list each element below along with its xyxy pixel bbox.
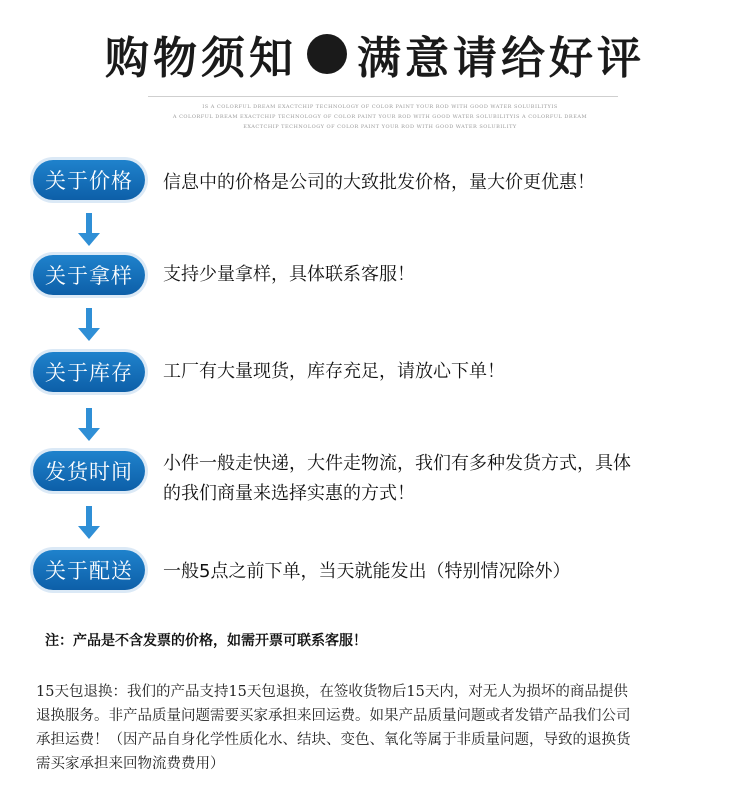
- badge-stock: 关于库存: [33, 352, 145, 392]
- desc-shipping-line-2: 的我们商量来选择实惠的方式！: [163, 483, 415, 504]
- desc-shipping-time: [163, 449, 723, 509]
- desc-price: 信息中的价格是公司的大致批发价格，量大价更优惠！: [163, 172, 595, 193]
- invoice-note: 注：产品是不含发票的价格，如需开票可联系客服！: [45, 633, 367, 649]
- desc-delivery: 一般5点之前下单，当天就能发出（特别情况除外）: [163, 561, 571, 582]
- tagline-line-3: EXACTCHIP TECHNOLOGY OF COLOR PAINT YOUR ROD WITH GOOD WATER SOLUBILITY: [243, 124, 517, 130]
- tagline-line-2: A COLORFUL DREAM EXACTCHIP TECHNOLOGY OF COLOR PAINT YOUR ROD WITH GOOD WATER SOLUBILITYIS A COLORFUL DREAM: [172, 114, 588, 120]
- page-title: [0, 14, 750, 94]
- badge-sample: 关于拿样: [33, 255, 145, 295]
- desc-sample: 支持少量拿样，具体联系客服！: [163, 264, 415, 285]
- policy-line-3: 承担运费！（因产品自身化学性质化水、结块、变色、氧化等属于非质量问题，导致的退换货: [36, 732, 631, 748]
- policy-line-1: 15天包退换：我们的产品支持15天包退换，在签收货物后15天内，对无人为损坏的商品提供: [36, 684, 628, 700]
- black-dot-icon: [307, 34, 347, 74]
- title-right: 满意请给好评: [357, 33, 645, 84]
- title-left: 购物须知: [105, 33, 297, 84]
- badge-price: 关于价格: [33, 160, 145, 200]
- arrow-down-icon: [78, 213, 100, 247]
- tagline-line-1: IS A COLORFUL DREAM EXACTCHIP TECHNOLOGY OF COLOR PAINT YOUR ROD WITH GOOD WATER SOLUBILITYIS: [202, 104, 558, 110]
- policy-line-2: 退换服务。非产品质量问题需要买家承担来回运费。如果产品质量问题或者发错产品我们公司: [36, 708, 631, 724]
- badge-shipping-time: 发货时间: [33, 451, 145, 491]
- return-policy: [36, 680, 726, 776]
- desc-shipping-line-1: 小件一般走快递，大件走物流，我们有多种发货方式，具体: [163, 453, 631, 474]
- arrow-down-icon: [78, 408, 100, 442]
- arrow-down-icon: [78, 308, 100, 342]
- arrow-down-icon: [78, 506, 100, 540]
- policy-line-4: 需买家承担来回物流费费用）: [36, 756, 225, 772]
- badge-delivery: 关于配送: [33, 550, 145, 590]
- desc-stock: 工厂有大量现货，库存充足，请放心下单！: [163, 361, 505, 382]
- title-divider: [148, 96, 618, 97]
